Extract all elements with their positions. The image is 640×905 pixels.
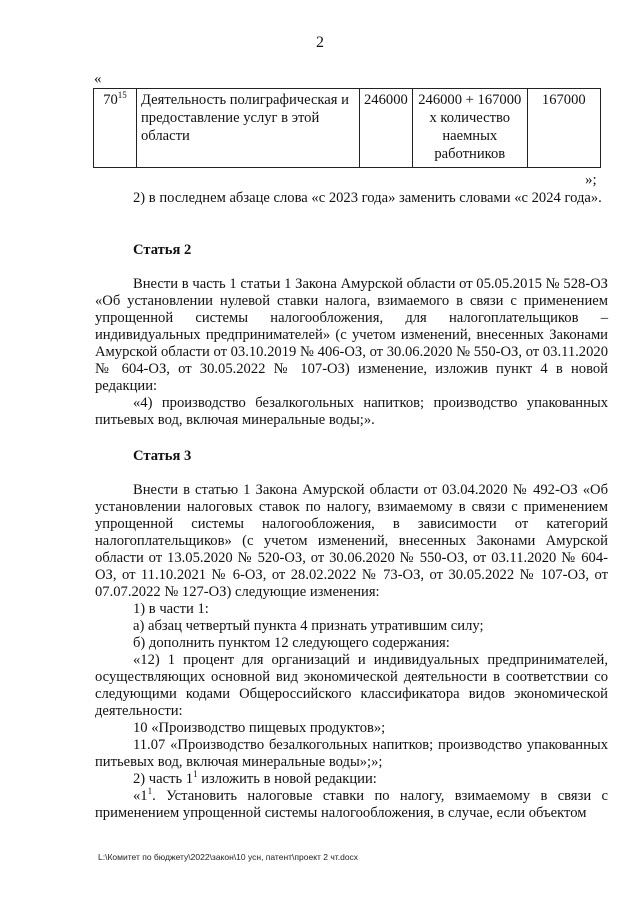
p9-sup: 1 xyxy=(147,786,153,797)
table-row xyxy=(94,89,601,168)
article2-title: Статья 2 xyxy=(133,242,192,258)
base-amount-cell: 246000 xyxy=(360,89,413,168)
open-quote: « xyxy=(94,71,102,87)
activity-cell: Деятельность полиграфическая и предоставление услуг в этой области xyxy=(137,89,360,168)
row-number-cell xyxy=(94,89,137,168)
article2-paragraph-1: Внести в часть 1 статьи 1 Закона Амурской области от 05.05.2015 № 528-ОЗ «Об установлении нулевой ставки налога, взимаемого в связи с применением упрощенной системы налогообложения, для налогоплательщиков – индивидуальных предпринимателей» (с учетом изменений, внесенных Законами Амурской области от 03.10.2019 № 406-ОЗ, от 30.06.2020 № 550-ОЗ, от 03.11.2020 № 604-ОЗ, от 30.05.2022 № 107-ОЗ) изменение, изложив пункт 4 в новой редакции: xyxy=(95,276,608,394)
amendment-table xyxy=(93,88,601,168)
article3-paragraph-7: 11.07 «Производство безалкогольных напитков; производство упакованных питьевых вод, включая минеральные воды»;»; xyxy=(95,737,608,770)
p9-post: . Установить налоговые ставки по налогу, взимаемому в связи с применением упрощенной системы налогообложения, в случае, если объектом xyxy=(95,788,608,821)
close-quote: »; xyxy=(585,172,597,188)
article3-paragraph-9 xyxy=(95,788,608,822)
article3-title: Статья 3 xyxy=(133,448,192,464)
article3-paragraph-6: 10 «Производство пищевых продуктов»; xyxy=(133,720,386,736)
article3-paragraph-5: «12) 1 процент для организаций и индивидуальных предпринимателей, осуществляющих основной вид экономической деятельности в соответствии со следующими кодами Общероссийского классификатора видов экономической деятельности: xyxy=(95,652,608,719)
item2-paragraph: 2) в последнем абзаце слова «с 2023 года» заменить словами «с 2024 года». xyxy=(133,190,602,206)
p8-sup: 1 xyxy=(193,769,198,780)
p9-pre: «1 xyxy=(133,788,148,804)
formula-cell: 246000 + 167000 х количество наемных работников xyxy=(412,89,527,168)
article2-paragraph-2: «4) производство безалкогольных напитков; производство упакованных питьевых вод, включая минеральные воды;». xyxy=(95,395,608,428)
article3-paragraph-2: 1) в части 1: xyxy=(133,601,209,617)
article3-paragraph-1: Внести в статью 1 Закона Амурской области от 03.04.2020 № 492-ОЗ «Об установлении налоговых ставок по налогу, взимаемому в связи с применением упрощенной системы налогообложения, в зависимости от категорий налогоплательщиков» (с учетом изменений, внесенных Законами Амурской области от 13.05.2020 № 520-ОЗ, от 30.06.2020 № 550-ОЗ, от 03.11.2020 № 604-ОЗ, от 11.10.2021 № 6-ОЗ, от 28.02.2022 № 73-ОЗ, от 30.05.2022 № 107-ОЗ, от 07.07.2022 № 127-ОЗ) следующие изменения: xyxy=(95,482,608,600)
article3-paragraph-8 xyxy=(95,771,608,788)
article3-body xyxy=(95,482,608,822)
item2-block xyxy=(95,190,608,207)
footer-file-path: L:\Комитет по бюджету\2022\закон\10 усн, патент\проект 2 чт.docx xyxy=(98,852,359,862)
article3-paragraph-3: а) абзац четвертый пункта 4 признать утратившим силу; xyxy=(133,618,484,634)
p8-pre: 2) часть 1 xyxy=(133,771,194,787)
row-number: 70 xyxy=(103,92,118,108)
article2-body xyxy=(95,276,608,429)
article3-paragraph-4: б) дополнить пунктом 12 следующего содержания: xyxy=(133,635,450,651)
p8-post: изложить в новой редакции: xyxy=(197,771,377,787)
page-number: 2 xyxy=(316,34,324,51)
increment-cell: 167000 xyxy=(527,89,600,168)
row-number-sup: 15 xyxy=(117,90,127,101)
